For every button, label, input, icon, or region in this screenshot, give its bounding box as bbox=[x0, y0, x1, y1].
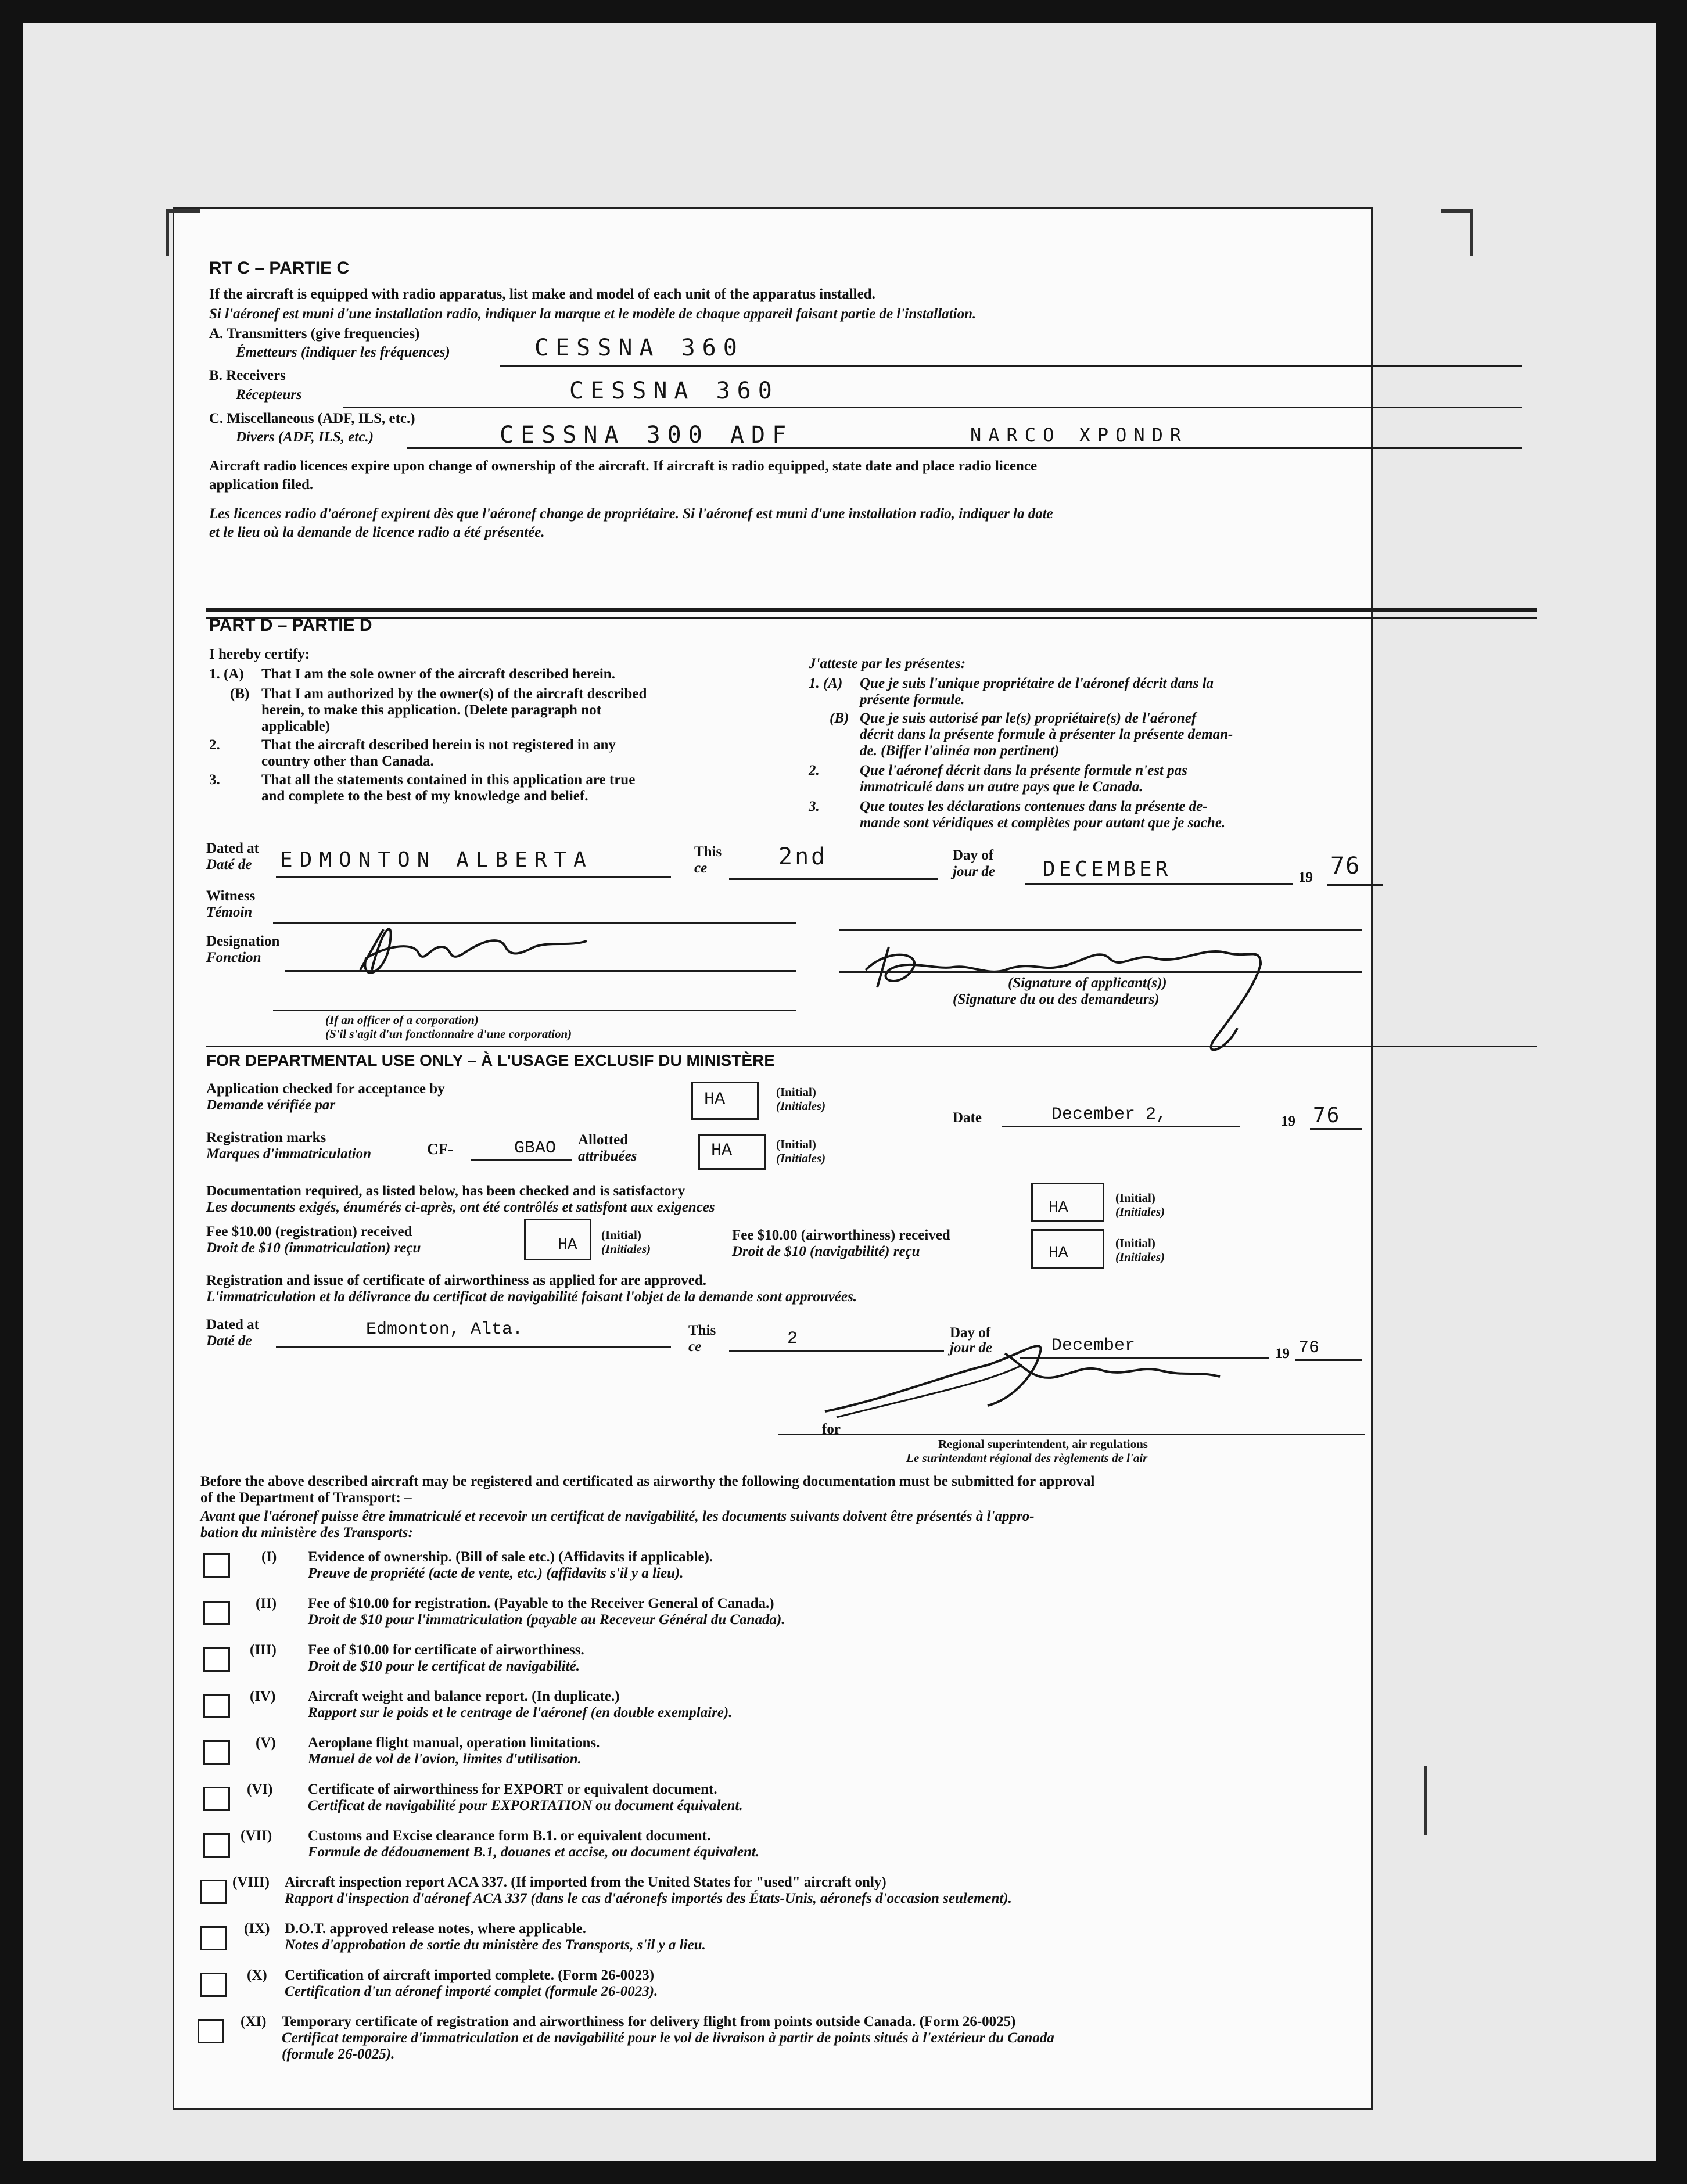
item-5-en: Aeroplane flight manual, operation limitations. bbox=[308, 1735, 600, 1751]
misc-value-2: NARCO XPONDR bbox=[970, 424, 1189, 446]
checkbox-item-1[interactable] bbox=[203, 1553, 230, 1578]
reg-prefix: CF- bbox=[427, 1140, 453, 1158]
transmitters-line bbox=[500, 365, 1522, 367]
fr-item-1a-line2: présente formule. bbox=[860, 692, 965, 707]
docs-initial-label-fr: (Initiales) bbox=[1115, 1205, 1165, 1219]
regional-label-fr: Le surintendant régional des règlements de l'air bbox=[906, 1451, 1148, 1465]
before-intro-fr-2: bation du ministère des Transports: bbox=[200, 1525, 413, 1540]
dated-at-label-fr: Daté de bbox=[206, 857, 252, 872]
approved-statement: Registration and issue of certificate of airworthiness as applied for are approved. bbox=[206, 1273, 707, 1288]
dept-year-prefix: 19 bbox=[1281, 1113, 1295, 1129]
item-3-fr: Droit de $10 pour le certificat de navigabilité. bbox=[308, 1658, 580, 1674]
item-8-fr: Rapport d'inspection d'aéronef ACA 337 (dans le cas d'aéronefs importés des États-Unis, aéronefs d'occasion seulement). bbox=[285, 1891, 1012, 1906]
item-7-fr: Formule de dédouanement B.1, douanes et accise, ou document équivalent. bbox=[308, 1844, 760, 1860]
item-11-fr-2: (formule 26-0025). bbox=[282, 2046, 395, 2062]
certify-fr: J'atteste par les présentes: bbox=[809, 656, 966, 671]
docs-checked-label-fr: Les documents exigés, énumérés ci-après, ont été contrôlés et satisfont aux exigences bbox=[206, 1199, 715, 1215]
year-value: 76 bbox=[1330, 853, 1361, 879]
fee-air-initial-label-fr: (Initiales) bbox=[1115, 1250, 1165, 1264]
fr-item-1a-num: 1. (A) bbox=[809, 676, 843, 691]
checkbox-item-10[interactable] bbox=[200, 1973, 227, 1997]
applicant-signature-label-fr: (Signature du ou des demandeurs) bbox=[953, 992, 1160, 1007]
item-5-fr: Manuel de vol de l'avion, limites d'utilisation. bbox=[308, 1751, 582, 1767]
date-line bbox=[1002, 1126, 1240, 1127]
item-4-fr: Rapport sur le poids et le centrage de l'aéronef (en double exemplaire). bbox=[308, 1705, 733, 1720]
radio-note-fr-2: et le lieu où la demande de licence radio a été présentée. bbox=[209, 525, 545, 540]
docs-initials: HA bbox=[1049, 1199, 1068, 1217]
checkbox-item-7[interactable] bbox=[203, 1833, 230, 1858]
dept-day-of-label-fr: jour de bbox=[950, 1340, 992, 1356]
day-of-label: Day of bbox=[953, 847, 994, 863]
applicant-signature-label: (Signature of applicant(s)) bbox=[1008, 975, 1167, 991]
fee-reg-initial-label-fr: (Initiales) bbox=[601, 1242, 651, 1256]
before-intro-fr-1: Avant que l'aéronef puisse être immatriculé et recevoir un certificat de navigabilité, les documents suivants doivent être présentés à l'appro- bbox=[200, 1508, 1035, 1524]
item-11-fr: Certificat temporaire d'immatriculation et de navigabilité pour le vol de livraison à partir de points situés à l'extérieur du Canada bbox=[282, 2030, 1054, 2046]
fr-item-1b-line3: de. (Biffer l'alinéa non pertinent) bbox=[860, 743, 1060, 759]
fr-item-1b-num: (B) bbox=[830, 710, 849, 726]
fr-item-2-num: 2. bbox=[809, 763, 820, 778]
reg-marks-label-fr: Marques d'immatriculation bbox=[206, 1146, 372, 1162]
edge-mark-right bbox=[1424, 1766, 1427, 1835]
item-10-fr: Certification d'un aéronef importé complet (formule 26-0023). bbox=[285, 1984, 658, 1999]
docs-checked-label: Documentation required, as listed below, has been checked and is satisfactory bbox=[206, 1183, 685, 1199]
date-value: December 2, bbox=[1051, 1105, 1167, 1125]
en-item-3-line2: and complete to the best of my knowledge and belief. bbox=[261, 788, 588, 804]
applicant-signature bbox=[854, 935, 1272, 1086]
allotted-label: Allotted bbox=[578, 1132, 629, 1148]
dated-at-label: Dated at bbox=[206, 840, 259, 856]
item-7-en: Customs and Excise clearance form B.1. or equivalent document. bbox=[308, 1828, 711, 1844]
part-d-heading: PART D – PARTIE D bbox=[209, 616, 372, 635]
item-8-num: (VIII) bbox=[232, 1874, 270, 1890]
item-7-num: (VII) bbox=[241, 1828, 272, 1844]
en-item-2-line2: country other than Canada. bbox=[261, 753, 434, 769]
part-divider bbox=[206, 608, 1537, 612]
fr-item-1b-line1: Que je suis autorisé par le(s) propriétaire(s) de l'aéronef bbox=[860, 710, 1197, 726]
item-3-en: Fee of $10.00 for certificate of airworthiness. bbox=[308, 1642, 584, 1658]
checkbox-item-3[interactable] bbox=[203, 1647, 230, 1672]
dept-year2-prefix: 19 bbox=[1275, 1346, 1290, 1362]
checked-initial-label-fr: (Initiales) bbox=[776, 1099, 826, 1113]
item-4-num: (IV) bbox=[250, 1689, 276, 1704]
item-6-en: Certificate of airworthiness for EXPORT or equivalent document. bbox=[308, 1781, 717, 1797]
fee-reg-initial-label: (Initial) bbox=[601, 1228, 641, 1242]
reg-initial-label-fr: (Initiales) bbox=[776, 1151, 826, 1165]
item-5-num: (V) bbox=[256, 1735, 276, 1751]
dept-year2-value: 76 bbox=[1298, 1338, 1320, 1358]
corner-mark-top-right-h bbox=[1441, 209, 1473, 213]
item-10-num: (X) bbox=[247, 1967, 267, 1983]
reg-marks-value: GBAO bbox=[514, 1138, 557, 1158]
this-label-fr: ce bbox=[694, 860, 708, 876]
dept-month-value: December bbox=[1051, 1336, 1136, 1356]
checkbox-item-11[interactable] bbox=[198, 2019, 224, 2043]
en-item-2-num: 2. bbox=[209, 737, 220, 753]
misc-label: C. Miscellaneous (ADF, ILS, etc.) bbox=[209, 411, 415, 426]
en-item-1a: That I am the sole owner of the aircraft described herein. bbox=[261, 666, 615, 682]
allotted-label-fr: attribuées bbox=[578, 1148, 637, 1164]
item-1-fr: Preuve de propriété (acte de vente, etc.) (affidavits s'il y a lieu). bbox=[308, 1565, 684, 1581]
for-label: for bbox=[822, 1421, 841, 1437]
before-intro-en-1: Before the above described aircraft may be registered and certificated as airworthy the following documentation must be submitted for approval bbox=[200, 1474, 1095, 1489]
item-9-fr: Notes d'approbation de sortie du ministère des Transports, s'il y a lieu. bbox=[285, 1937, 706, 1953]
radio-note-en-2: application filed. bbox=[209, 477, 314, 493]
dept-dated-at-label-fr: Daté de bbox=[206, 1333, 252, 1349]
fee-reg-label: Fee $10.00 (registration) received bbox=[206, 1224, 412, 1240]
docs-initial-label: (Initial) bbox=[1115, 1191, 1155, 1205]
day-value: 2nd bbox=[778, 843, 828, 870]
item-2-num: (II) bbox=[256, 1596, 277, 1611]
radio-note-fr-1: Les licences radio d'aéronef expirent dès que l'aéronef change de propriétaire. Si l'aéronef est muni d'une installation radio, indiquer la date bbox=[209, 506, 1053, 522]
corner-mark-top-left-h bbox=[166, 209, 200, 213]
item-3-num: (III) bbox=[250, 1642, 277, 1658]
applicant-top-line bbox=[839, 929, 1362, 931]
dept-this-label: This bbox=[688, 1323, 716, 1338]
receivers-line bbox=[343, 407, 1522, 408]
year-line bbox=[1327, 884, 1383, 886]
month-line bbox=[1025, 883, 1293, 885]
item-10-en: Certification of aircraft imported complete. (Form 26-0023) bbox=[285, 1967, 655, 1983]
dept-heading: FOR DEPARTMENTAL USE ONLY – À L'USAGE EXCLUSIF DU MINISTÈRE bbox=[206, 1051, 775, 1069]
fr-item-1b-line2: décrit dans la présente formule à présenter la présente deman- bbox=[860, 727, 1233, 742]
officer-line bbox=[273, 1010, 796, 1011]
dept-divider bbox=[206, 1046, 1537, 1047]
checked-initial-label: (Initial) bbox=[776, 1085, 816, 1099]
witness-label: Witness bbox=[206, 888, 256, 904]
en-item-2-line1: That the aircraft described herein is not registered in any bbox=[261, 737, 616, 753]
dept-dated-place-line bbox=[276, 1346, 671, 1348]
reg-initial-label: (Initial) bbox=[776, 1137, 816, 1151]
reg-initials: HA bbox=[711, 1141, 733, 1161]
witness-label-fr: Témoin bbox=[206, 904, 253, 920]
misc-label-fr: Divers (ADF, ILS, etc.) bbox=[236, 429, 374, 445]
en-item-1b-line1: That I am authorized by the owner(s) of the aircraft described bbox=[261, 686, 647, 702]
checkbox-item-4[interactable] bbox=[203, 1694, 230, 1718]
item-1-en: Evidence of ownership. (Bill of sale etc.) (Affidavits if applicable). bbox=[308, 1549, 713, 1565]
month-value: DECEMBER bbox=[1043, 857, 1172, 881]
fee-air-label: Fee $10.00 (airworthiness) received bbox=[732, 1227, 950, 1243]
day-of-label-fr: jour de bbox=[953, 864, 995, 879]
designation-label-fr: Fonction bbox=[206, 950, 261, 965]
date-label: Date bbox=[953, 1110, 982, 1126]
en-item-1a-num: 1. (A) bbox=[209, 666, 244, 682]
form-page bbox=[174, 209, 1371, 2108]
item-11-en: Temporary certificate of registration and airworthiness for delivery flight from points outside Canada. (Form 26-0025) bbox=[282, 2014, 1016, 2029]
year-prefix: 19 bbox=[1298, 870, 1313, 885]
en-item-3-num: 3. bbox=[209, 772, 220, 788]
fr-item-3-num: 3. bbox=[809, 799, 820, 814]
item-2-en: Fee of $10.00 for registration. (Payable to the Receiver General of Canada.) bbox=[308, 1596, 774, 1611]
item-1-num: (I) bbox=[261, 1549, 277, 1565]
checked-initials: HA bbox=[704, 1090, 726, 1109]
part-c-intro-fr: Si l'aéronef est muni d'une installation radio, indiquer la marque et le modèle de chaque appareil faisant partie de l'installation. bbox=[209, 306, 977, 322]
dept-dated-place: Edmonton, Alta. bbox=[366, 1320, 523, 1339]
transmitters-value: CESSNA 360 bbox=[534, 335, 744, 361]
dept-day-value: 2 bbox=[787, 1329, 798, 1349]
en-item-1b-num: (B) bbox=[230, 686, 250, 702]
en-item-1b-line3: applicable) bbox=[261, 719, 331, 734]
en-item-1b-line2: herein, to make this application. (Delete paragraph not bbox=[261, 702, 601, 718]
before-intro-en-2: of the Department of Transport: – bbox=[200, 1490, 412, 1506]
dept-year-value: 76 bbox=[1313, 1104, 1341, 1127]
item-11-num: (XI) bbox=[241, 2014, 267, 2029]
fr-item-3-line1: Que toutes les déclarations contenues dans la présente de- bbox=[860, 799, 1208, 814]
item-6-fr: Certificat de navigabilité pour EXPORTATION ou document équivalent. bbox=[308, 1798, 743, 1813]
fr-item-2-line2: immatriculé dans un autre pays que le Canada. bbox=[860, 779, 1143, 795]
this-label: This bbox=[694, 844, 722, 860]
part-c-intro-en: If the aircraft is equipped with radio apparatus, list make and model of each unit of the apparatus installed. bbox=[209, 286, 875, 302]
item-6-num: (VI) bbox=[247, 1781, 273, 1797]
witness-signature bbox=[349, 912, 598, 987]
misc-value-1: CESSNA 300 ADF bbox=[500, 422, 794, 448]
checked-label: Application checked for acceptance by bbox=[206, 1081, 445, 1097]
item-2-fr: Droit de $10 pour l'immatriculation (payable au Receveur Général du Canada). bbox=[308, 1612, 785, 1628]
checkbox-item-6[interactable] bbox=[203, 1787, 230, 1811]
reg-marks-label: Registration marks bbox=[206, 1130, 326, 1145]
fee-air-label-fr: Droit de $10 (navigabilité) reçu bbox=[732, 1244, 920, 1259]
fee-air-initial-label: (Initial) bbox=[1115, 1236, 1155, 1250]
checkbox-item-8[interactable] bbox=[200, 1880, 227, 1904]
reg-marks-line bbox=[471, 1159, 572, 1161]
item-9-num: (IX) bbox=[244, 1921, 270, 1937]
officer-note: (If an officer of a corporation) bbox=[325, 1013, 479, 1027]
approved-statement-fr: L'immatriculation et la délivrance du certificat de navigabilité faisant l'objet de la demande sont approuvées. bbox=[206, 1289, 857, 1305]
checked-label-fr: Demande vérifiée par bbox=[206, 1097, 336, 1113]
designation-label: Designation bbox=[206, 933, 280, 949]
receivers-value: CESSNA 360 bbox=[569, 378, 779, 404]
regional-label: Regional superintendent, air regulations bbox=[938, 1437, 1148, 1451]
corner-mark-top-right bbox=[1470, 209, 1473, 256]
fee-reg-label-fr: Droit de $10 (immatriculation) reçu bbox=[206, 1240, 421, 1256]
part-c-heading: RT C – PARTIE C bbox=[209, 258, 350, 278]
transmitters-label-fr: Émetteurs (indiquer les fréquences) bbox=[236, 344, 450, 360]
dept-day-of-label: Day of bbox=[950, 1325, 991, 1341]
fee-reg-initials: HA bbox=[558, 1236, 577, 1254]
checkbox-item-5[interactable] bbox=[203, 1740, 230, 1765]
day-line bbox=[729, 878, 938, 880]
fr-item-2-line1: Que l'aéronef décrit dans la présente formule n'est pas bbox=[860, 763, 1187, 778]
receivers-label-fr: Récepteurs bbox=[236, 387, 302, 403]
applicant-line bbox=[839, 971, 1362, 973]
checkbox-item-9[interactable] bbox=[200, 1926, 227, 1950]
item-8-en: Aircraft inspection report ACA 337. (If imported from the United States for "used" aircraft only) bbox=[285, 1874, 886, 1890]
fee-air-initials: HA bbox=[1049, 1244, 1068, 1262]
certify-en: I hereby certify: bbox=[209, 646, 310, 662]
dept-dated-at-label: Dated at bbox=[206, 1317, 259, 1332]
radio-note-en-1: Aircraft radio licences expire upon change of ownership of the aircraft. If aircraft is radio equipped, state date and place radio licence bbox=[209, 458, 1038, 474]
fr-item-3-line2: mande sont véridiques et complètes pour autant que je sache. bbox=[860, 815, 1226, 831]
part-divider-thin bbox=[206, 617, 1537, 619]
item-9-en: D.O.T. approved release notes, where applicable. bbox=[285, 1921, 586, 1937]
fr-item-1a-line1: Que je suis l'unique propriétaire de l'aéronef décrit dans la bbox=[860, 676, 1214, 691]
dept-this-label-fr: ce bbox=[688, 1339, 702, 1355]
item-4-en: Aircraft weight and balance report. (In duplicate.) bbox=[308, 1689, 620, 1704]
en-item-3-line1: That all the statements contained in this application are true bbox=[261, 772, 636, 788]
regional-line bbox=[778, 1434, 1365, 1435]
dated-place-value: EDMONTON ALBERTA bbox=[280, 848, 593, 872]
misc-line bbox=[407, 447, 1522, 449]
dated-place-line bbox=[276, 876, 671, 878]
receivers-label: B. Receivers bbox=[209, 368, 286, 383]
officer-note-fr: (S'il s'agit d'un fonctionnaire d'une corporation) bbox=[325, 1027, 572, 1041]
checkbox-item-2[interactable] bbox=[203, 1601, 230, 1625]
dept-year2-line bbox=[1295, 1359, 1362, 1361]
transmitters-label: A. Transmitters (give frequencies) bbox=[209, 326, 420, 342]
dept-year-line bbox=[1310, 1128, 1362, 1130]
corner-mark-top-left bbox=[166, 209, 169, 256]
regional-signature bbox=[813, 1330, 1232, 1435]
